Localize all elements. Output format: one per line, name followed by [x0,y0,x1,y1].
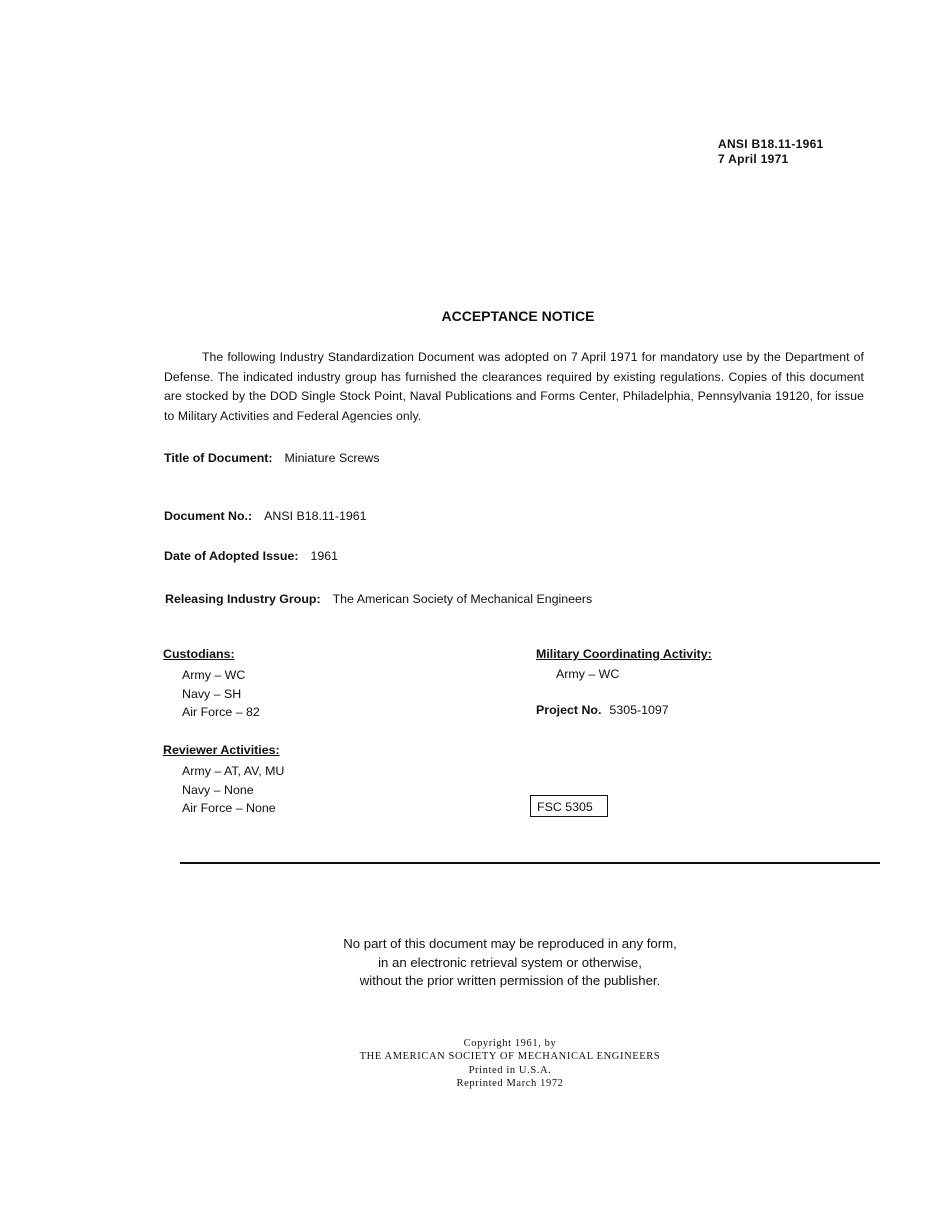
document-identifier [718,137,824,167]
copyright-line: Printed in U.S.A. [468,1064,552,1076]
copyright-line: THE AMERICAN SOCIETY OF MECHANICAL ENGINEERS [359,1051,661,1063]
document-number-value: ANSI B18.11-1961 [264,509,367,523]
reviewer-activities-heading: Reviewer Activities: [163,743,280,757]
horizontal-divider [180,862,880,864]
project-number-field [536,703,669,717]
list-item: Army – WC [182,668,246,682]
document-number-field [164,509,367,523]
acceptance-paragraph: The following Industry Standardization Document was adopted on 7 April 1971 for mandatory use by the Department of Defense. The indicated industry group has furnished the clearances required by existing regulations. Copies of this document are stocked by the DOD Single Stock Point, Naval Publications and Forms Center, Philadelphia, Pennsylvania 19120, for issue to Military Activities and Federal Agencies only. [164,350,864,423]
releasing-industry-group-field [165,592,592,606]
list-item: Air Force – 82 [182,705,260,719]
copyright-line: Copyright 1961, by [463,1038,557,1049]
reviewer-activities-list [182,762,284,818]
title-of-document-label: Title of Document: [164,451,273,465]
document-number-label: Document No.: [164,509,253,523]
reproduction-notice [200,935,820,991]
page-title: ACCEPTANCE NOTICE [441,308,595,324]
releasing-industry-group-value: The American Society of Mechanical Engineers [332,592,593,606]
document-number: ANSI B18.11-1961 [718,137,824,151]
date-of-adopted-issue-label: Date of Adopted Issue: [164,549,299,563]
custodians-heading: Custodians: [163,647,235,661]
list-item: Army – AT, AV, MU [182,764,285,778]
date-of-adopted-issue-field [164,549,338,563]
project-number-value: 5305-1097 [609,703,669,717]
list-item: Navy – SH [182,686,242,701]
list-item: Navy – None [182,782,254,797]
custodians-list [182,666,260,722]
military-coordinating-activity-heading: Military Coordinating Activity: [536,647,712,661]
notice-line: No part of this document may be reproduced in any form, [343,936,677,951]
list-item: Air Force – None [182,801,276,815]
copyright-line: Reprinted March 1972 [456,1078,564,1090]
project-number-label: Project No. [536,703,602,717]
copyright-block [280,1037,740,1091]
title-of-document-field [164,451,380,465]
military-coordinating-activity-item: Army – WC [556,667,620,681]
notice-line: without the prior written permission of the publisher. [359,973,661,989]
notice-line: in an electronic retrieval system or otherwise, [378,954,642,970]
document-date: 7 April 1971 [718,152,789,166]
releasing-industry-group-label: Releasing Industry Group: [165,592,321,606]
fsc-box: FSC 5305 [530,795,608,817]
title-of-document-value: Miniature Screws [284,451,380,465]
date-of-adopted-issue-value: 1961 [310,549,339,563]
